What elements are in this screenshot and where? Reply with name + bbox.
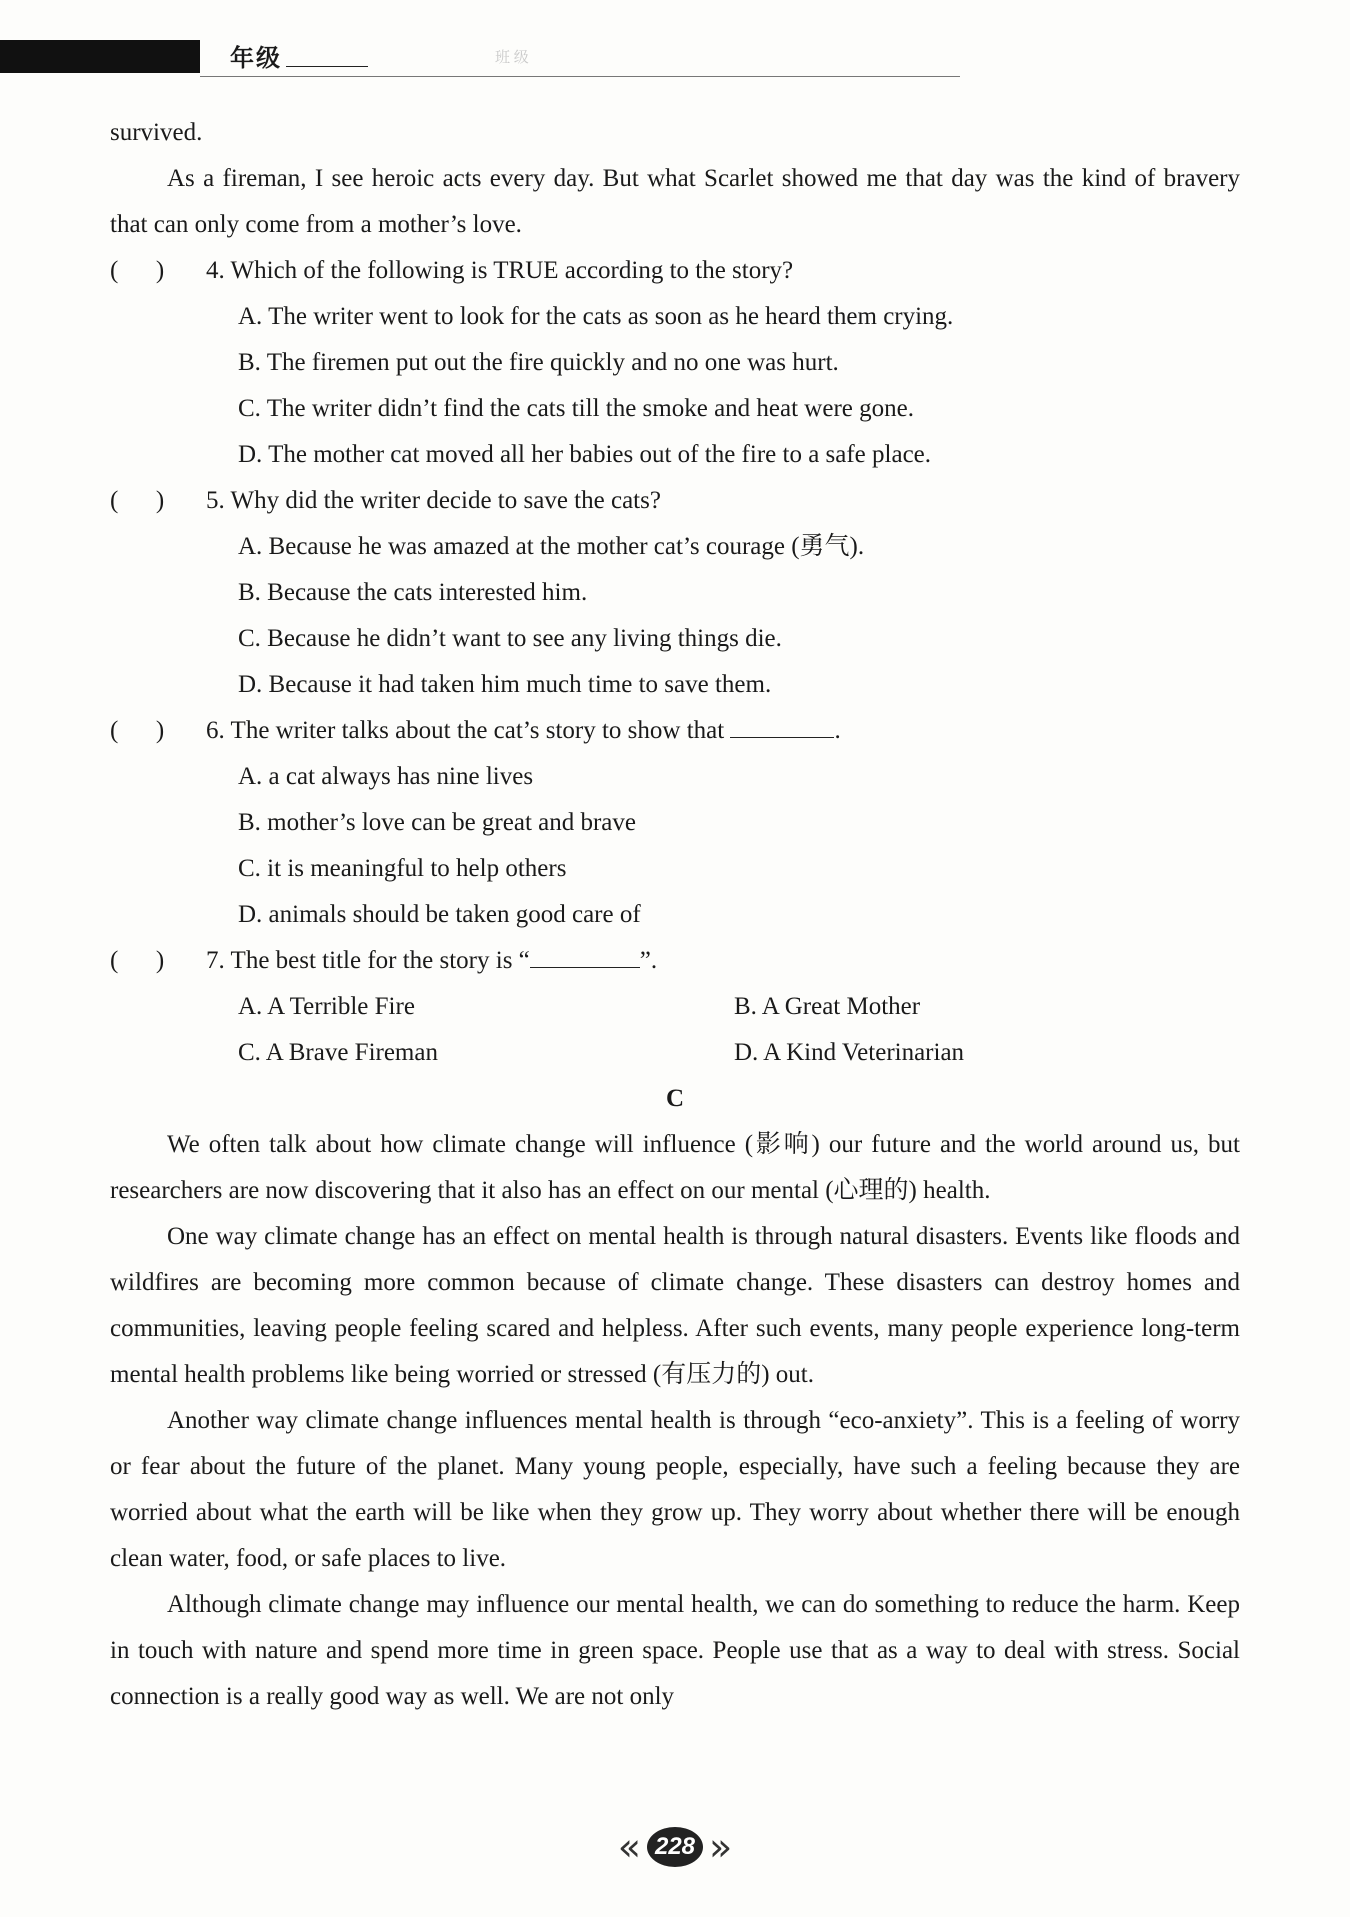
passage-text: survived. [110,119,203,146]
question-7 [110,938,1240,984]
grade-blank [286,66,368,67]
question-5 [110,478,1240,524]
option: B. Because the cats interested him. [238,579,588,606]
page-content [110,110,1240,1720]
option: D. animals should be taken good care of [238,901,641,928]
passage-paragraph: Although climate change may influence our mental health, we can do something to reduce the harm. Keep in touch with nature and spend more time in green space. People use that as a way to deal with stress. Social connection is a really good way as well. We are not only [110,1591,1240,1710]
grade-label: 年级 [230,46,282,72]
option: B. mother’s love can be great and brave [238,809,636,836]
fill-blank[interactable] [530,945,640,968]
header-bar [0,40,200,73]
option-row [110,984,1240,1030]
question-stem: 7. The best title for the story is “ ”. [206,947,658,974]
passage-paragraph: We often talk about how climate change will influence (影响) our future and the world around us, but researchers are now discovering that it also has an effect on our mental (心理的) health. [110,1131,1240,1204]
page-number: 228 [647,1827,703,1867]
double-chevron-left-icon: « [617,1825,641,1869]
header-rule [200,76,960,77]
option: A. Because he was amazed at the mother cat’s courage (勇气). [238,533,865,560]
option-row [110,1030,1240,1076]
option: D. A Kind Veterinarian [734,1039,965,1066]
answer-bracket[interactable]: ( ) [110,717,165,744]
option: B. A Great Mother [734,993,921,1020]
option: A. a cat always has nine lives [238,763,534,790]
option: B. The firemen put out the fire quickly and no one was hurt. [238,349,839,376]
passage-text: As a fireman, I see heroic acts every day. But what Scarlet showed me that day was the kind of bravery that can only come from a mother’s love. [110,165,1240,238]
option: D. Because it had taken him much time to save them. [238,671,772,698]
option: C. it is meaningful to help others [238,855,567,882]
option: D. The mother cat moved all her babies out of the fire to a safe place. [238,441,932,468]
double-chevron-right-icon: » [709,1825,733,1869]
passage-paragraph: Another way climate change influences mental health is through “eco-anxiety”. This is a feeling of worry or fear about the future of the planet. Many young people, especially, have such a feeling because they are worried about what the earth will be like when they grow up. They worry about whether there will be enough clean water, food, or safe places to live. [110,1407,1240,1572]
header-faint-text: 班 级 [495,50,529,66]
answer-bracket[interactable]: ( ) [110,257,165,284]
answer-bracket[interactable]: ( ) [110,487,165,514]
question-stem: 5. Why did the writer decide to save the cats? [206,487,661,514]
option: C. Because he didn’t want to see any living things die. [238,625,782,652]
question-4 [110,248,1240,294]
option: C. The writer didn’t find the cats till the smoke and heat were gone. [238,395,914,422]
question-stem: 6. The writer talks about the cat’s story to show that . [206,717,841,744]
fill-blank[interactable] [730,715,834,738]
option: C. A Brave Fireman [238,1039,438,1066]
question-stem: 4. Which of the following is TRUE according to the story? [206,257,794,284]
question-6 [110,708,1240,754]
answer-bracket[interactable]: ( ) [110,947,165,974]
page-footer [0,1825,1350,1869]
option: A. A Terrible Fire [238,993,415,1020]
option: A. The writer went to look for the cats as soon as he heard them crying. [238,303,954,330]
passage-paragraph: One way climate change has an effect on mental health is through natural disasters. Events like floods and wildfires are becoming more common because of climate change. These disasters can destroy homes and communities, leaving people feeling scared and helpless. After such events, many people experience long-term mental health problems like being worried or stressed (有压力的) out. [110,1223,1240,1388]
section-heading: C [665,1085,685,1112]
